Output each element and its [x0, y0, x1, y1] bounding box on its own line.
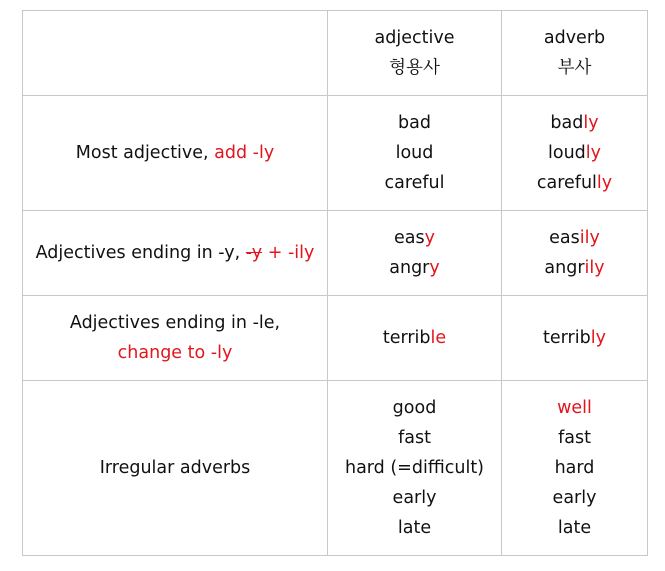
- rule-cell: [23, 381, 328, 556]
- rule-line: [23, 453, 327, 483]
- text-segment: careful: [384, 173, 445, 193]
- header-adverb-en: adverb: [543, 28, 606, 48]
- table-row: [23, 296, 648, 381]
- adverb-cell: [502, 96, 648, 211]
- text-segment: eas: [549, 228, 580, 248]
- adjective-cell: [328, 211, 502, 296]
- word: [328, 453, 501, 483]
- text-segment: early: [552, 488, 597, 508]
- word: [502, 513, 647, 543]
- word: [502, 393, 647, 423]
- word: [328, 483, 501, 513]
- text-segment: Irregular adverbs: [99, 458, 251, 478]
- word: [502, 138, 647, 168]
- adverb-cell: [502, 211, 648, 296]
- word: [502, 483, 647, 513]
- highlighted-text: y: [424, 228, 435, 248]
- rule-cell: [23, 211, 328, 296]
- header-adjective-cell: [328, 11, 502, 96]
- header-adverb-cell: [502, 11, 648, 96]
- text-segment: fast: [558, 428, 591, 448]
- table-row: [23, 381, 648, 556]
- rule-line: [23, 238, 327, 268]
- header-adjective-en: adjective: [374, 28, 455, 48]
- highlighted-text: ly: [583, 113, 599, 133]
- highlighted-text: well: [557, 398, 592, 418]
- header-rule-cell: [23, 11, 328, 96]
- highlighted-text: -y: [245, 243, 263, 263]
- word: [502, 108, 647, 138]
- text-segment: eas: [394, 228, 425, 248]
- highlighted-text: ly: [590, 328, 606, 348]
- highlighted-text: ly: [585, 143, 601, 163]
- highlighted-text: le: [430, 328, 447, 348]
- text-segment: loud: [395, 143, 434, 163]
- adverb-formation-table: [22, 10, 648, 556]
- adverb-cell: [502, 296, 648, 381]
- table-row: [23, 211, 648, 296]
- text-segment: terrib: [382, 328, 431, 348]
- text-segment: Most adjective,: [75, 143, 215, 163]
- highlighted-text: change to -ly: [117, 343, 233, 363]
- header-adverb-ko: 부사: [557, 58, 592, 78]
- header-adjective-ko: 형용사: [389, 58, 440, 78]
- word: [328, 393, 501, 423]
- text-segment: good: [392, 398, 437, 418]
- header-row: [23, 11, 648, 96]
- word: [502, 253, 647, 283]
- highlighted-text: + -ily: [262, 243, 315, 263]
- word: [502, 423, 647, 453]
- rule-line: [23, 338, 327, 368]
- rule-line: [23, 138, 327, 168]
- rule-cell: [23, 296, 328, 381]
- adjective-cell: [328, 296, 502, 381]
- word: [502, 223, 647, 253]
- adjective-cell: [328, 96, 502, 211]
- word: [502, 453, 647, 483]
- highlighted-text: ly: [596, 173, 613, 193]
- rule-line: [23, 308, 327, 338]
- word: [328, 108, 501, 138]
- word: [328, 168, 501, 198]
- text-segment: Adjectives ending in -le,: [69, 313, 281, 333]
- text-segment: hard (=difficult): [344, 458, 485, 478]
- adjective-cell: [328, 381, 502, 556]
- word: [328, 138, 501, 168]
- text-segment: late: [397, 518, 432, 538]
- text-segment: angr: [544, 258, 585, 278]
- word: [328, 323, 501, 353]
- text-segment: terrib: [543, 328, 591, 348]
- text-segment: late: [557, 518, 592, 538]
- table-row: [23, 96, 648, 211]
- text-segment: early: [392, 488, 437, 508]
- adverb-cell: [502, 381, 648, 556]
- word: [328, 223, 501, 253]
- text-segment: loud: [548, 143, 586, 163]
- text-segment: bad: [550, 113, 584, 133]
- text-segment: hard: [554, 458, 595, 478]
- text-segment: Adjectives ending in -y,: [35, 243, 246, 263]
- word: [328, 423, 501, 453]
- highlighted-text: ily: [584, 258, 605, 278]
- text-segment: careful: [536, 173, 597, 193]
- word: [502, 323, 647, 353]
- word: [328, 253, 501, 283]
- text-segment: bad: [398, 113, 431, 133]
- highlighted-text: ily: [579, 228, 600, 248]
- highlighted-text: y: [429, 258, 440, 278]
- text-segment: fast: [398, 428, 431, 448]
- rule-cell: [23, 96, 328, 211]
- word: [328, 513, 501, 543]
- word: [502, 168, 647, 198]
- text-segment: angr: [389, 258, 430, 278]
- highlighted-text: add -ly: [214, 143, 275, 163]
